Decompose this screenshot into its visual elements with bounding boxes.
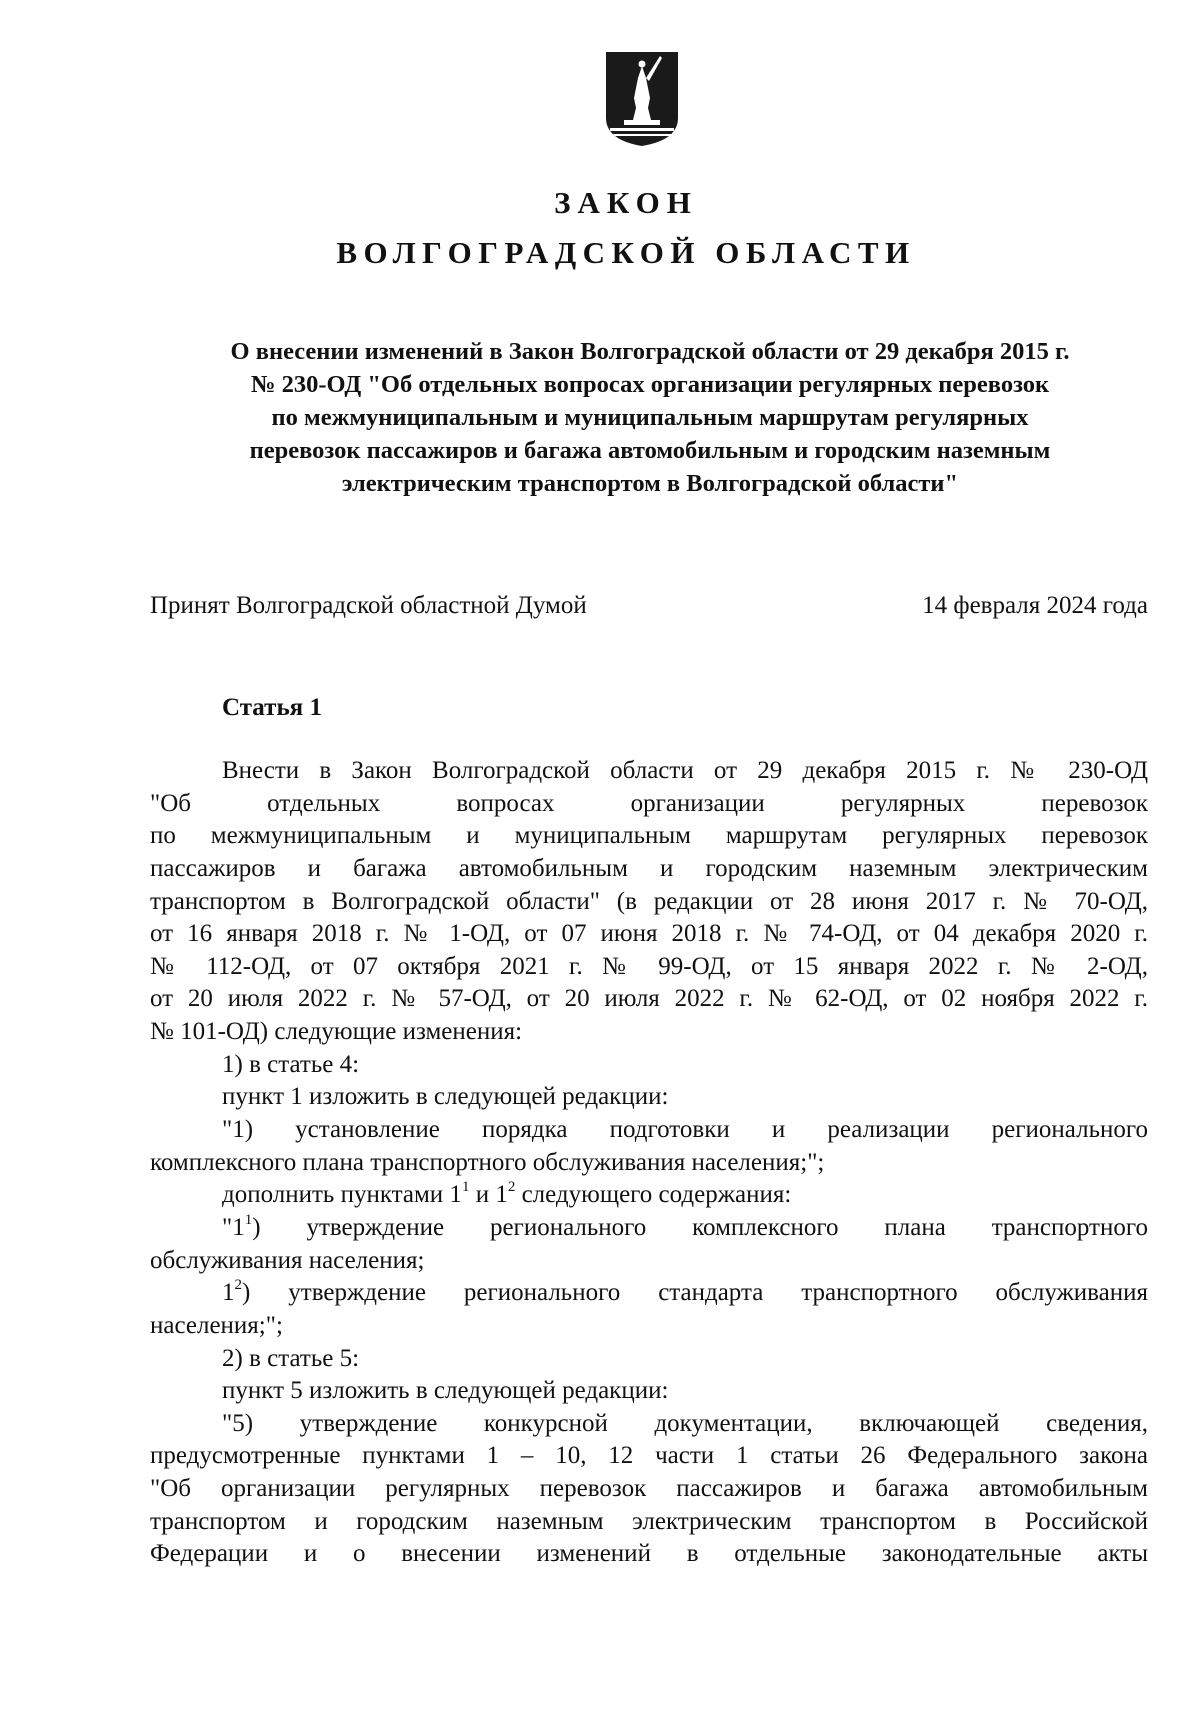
text-line: пункт 5 изложить в следующей редакции: bbox=[222, 1377, 669, 1405]
text-line: от 20 июля 2022 г. № 57-ОД, от 20 июля 2022 г. № 62-ОД, от 02 ноября 2022 г. bbox=[150, 985, 1148, 1013]
text-line: "Об отдельных вопросах организации регулярных перевозок bbox=[150, 789, 1148, 817]
text-line: по межмуниципальным и муниципальным маршрутам регулярных перевозок bbox=[150, 822, 1148, 850]
superscript: 2 bbox=[234, 1277, 242, 1293]
subject-line: по межмуниципальным и муниципальным маршрутам регулярных bbox=[271, 404, 1029, 431]
text-line: "1) установление порядка подготовки и реализации регионального bbox=[222, 1116, 1148, 1144]
text-line: предусмотренные пунктами 1 – 10, 12 части 1 статьи 26 Федерального закона bbox=[150, 1442, 1148, 1470]
text-line: Внести в Закон Волгоградской области от 29 декабря 2015 г. № 230-ОД bbox=[222, 757, 1148, 784]
subject-line: № 230-ОД "Об отдельных вопросах организации регулярных перевозок bbox=[250, 371, 1050, 398]
law-region-title: ВОЛГОГРАДСКОЙ ОБЛАСТИ bbox=[336, 235, 916, 270]
superscript: 1 bbox=[461, 1179, 470, 1195]
text-line bbox=[150, 1179, 1148, 1212]
text-line: обслуживания населения; bbox=[150, 1246, 425, 1274]
text-line: "Об организации регулярных перевозок пассажиров и багажа автомобильным bbox=[150, 1475, 1148, 1503]
text-line: от 16 января 2018 г. № 1-ОД, от 07 июня 2018 г. № 74-ОД, от 04 декабря 2020 г. bbox=[150, 920, 1148, 948]
subject-line: электрическим транспортом в Волгоградской области" bbox=[341, 470, 959, 497]
law-subject bbox=[150, 335, 1150, 500]
text-line: транспортом в Волгоградской области" (в редакции от 28 июня 2017 г. № 70-ОД, bbox=[150, 887, 1148, 915]
superscript: 2 bbox=[507, 1179, 516, 1195]
text-fragment: и 1 bbox=[469, 1181, 508, 1209]
text-line bbox=[150, 1212, 1148, 1245]
text-line: № 101-ОД) следующие изменения: bbox=[150, 1018, 523, 1046]
text-line: комплексного плана транспортного обслуживания населения;"; bbox=[150, 1148, 825, 1176]
text-fragment: 1 bbox=[222, 1279, 235, 1307]
text-line: 2) в статье 5: bbox=[222, 1344, 360, 1372]
text-line: пассажиров и багажа автомобильным и городским наземным электрическим bbox=[150, 854, 1148, 882]
adoption-date: 14 февраля 2024 года bbox=[922, 592, 1148, 619]
text-line: № 112-ОД, от 07 октября 2021 г. № 99-ОД, от 15 января 2022 г. № 2-ОД, bbox=[150, 952, 1148, 980]
adopted-by: Принят Волгоградской областной Думой bbox=[150, 592, 587, 619]
text-fragment: ) утверждение регионального стандарта транспортного обслуживания bbox=[242, 1279, 1148, 1307]
text-fragment: "1 bbox=[222, 1213, 245, 1241]
text-fragment: дополнить пунктами 1 bbox=[222, 1181, 462, 1209]
text-line: "5) утверждение конкурсной документации, включающей сведения, bbox=[222, 1409, 1148, 1437]
text-line: Федерации и о внесении изменений в отдельные законодательные акты bbox=[150, 1540, 1148, 1568]
subject-line: О внесении изменений в Закон Волгоградской области от 29 декабря 2015 г. bbox=[230, 338, 1070, 365]
text-line: пункт 1 изложить в следующей редакции: bbox=[222, 1083, 669, 1111]
text-fragment: следующего содержания: bbox=[515, 1181, 792, 1209]
adoption-info bbox=[150, 592, 1148, 620]
text-fragment: ) утверждение регионального комплексного плана транспортного bbox=[252, 1213, 1148, 1241]
article-body bbox=[150, 755, 1148, 1571]
law-title: ЗАКОН bbox=[554, 185, 698, 220]
article-heading: Статья 1 bbox=[222, 694, 322, 721]
text-line: транспортом и городским наземным электрическим транспортом в Российской bbox=[150, 1507, 1148, 1535]
text-line: населения;"; bbox=[150, 1311, 283, 1339]
superscript: 1 bbox=[244, 1211, 253, 1228]
volgograd-coat-of-arms-icon bbox=[602, 48, 682, 148]
text-line bbox=[150, 1277, 1148, 1310]
text-line: 1) в статье 4: bbox=[222, 1050, 360, 1078]
subject-line: перевозок пассажиров и багажа автомобильным и городским наземным bbox=[249, 437, 1051, 464]
